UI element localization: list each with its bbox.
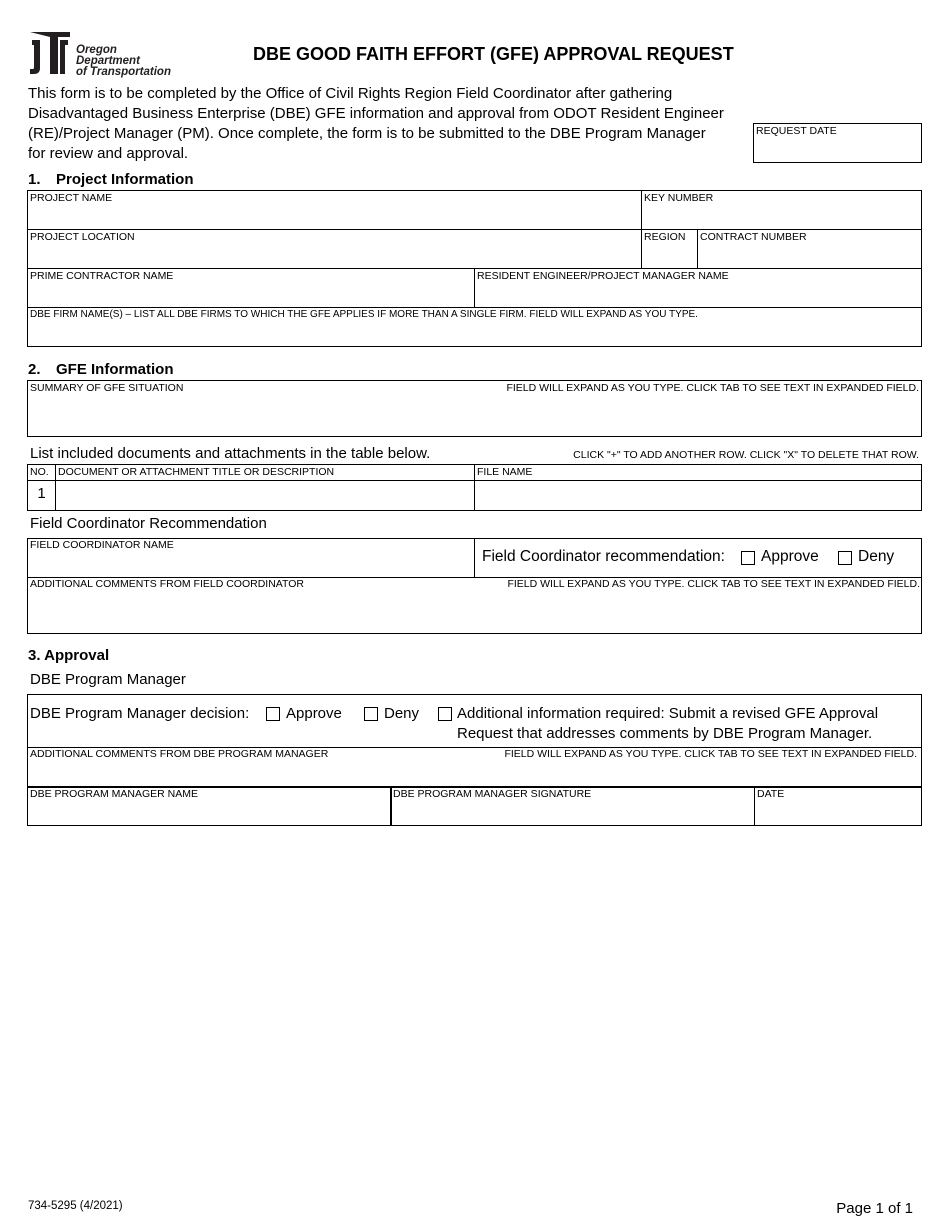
- logo-line-2: Department: [76, 55, 140, 67]
- project-location-label: PROJECT LOCATION: [30, 231, 135, 243]
- pm-name-label: DBE PROGRAM MANAGER NAME: [30, 788, 199, 800]
- pm-decision-label: DBE Program Manager decision:: [30, 705, 250, 722]
- section-1-number: 1.: [28, 171, 41, 188]
- fc-deny-checkbox[interactable]: [838, 551, 852, 565]
- resident-engineer-label: RESIDENT ENGINEER/PROJECT MANAGER NAME: [477, 270, 729, 282]
- intro-line: for review and approval.: [28, 145, 189, 162]
- request-date-label: REQUEST DATE: [756, 125, 837, 137]
- fc-title: Field Coordinator Recommendation: [30, 515, 267, 532]
- section-3-sub: DBE Program Manager: [30, 671, 186, 688]
- pm-date-label: DATE: [757, 788, 785, 800]
- section-2-heading: GFE Information: [56, 361, 174, 378]
- file-name-input[interactable]: [475, 481, 921, 510]
- dbe-firms-field[interactable]: [28, 308, 921, 346]
- pm-additional-info-line-2: Request that addresses comments by DBE Program Manager.: [457, 725, 873, 742]
- document-title-input[interactable]: [56, 481, 474, 510]
- page-title: DBE GOOD FAITH EFFORT (GFE) APPROVAL REQUEST: [253, 44, 734, 64]
- table-header-title: DOCUMENT OR ATTACHMENT TITLE OR DESCRIPTION: [58, 466, 335, 478]
- intro-line: Disadvantaged Business Enterprise (DBE) GFE information and approval from ODOT Resident Engineer: [28, 105, 724, 122]
- table-row: [28, 481, 921, 510]
- fc-approve-checkbox[interactable]: [741, 551, 755, 565]
- contract-number-label: CONTRACT NUMBER: [700, 231, 807, 243]
- pm-comments-label: ADDITIONAL COMMENTS FROM DBE PROGRAM MANAGER: [30, 748, 329, 760]
- logo-line-3: of Transportation: [76, 66, 171, 78]
- documents-title: List included documents and attachments in the table below.: [30, 445, 431, 462]
- prime-contractor-label: PRIME CONTRACTOR NAME: [30, 270, 174, 282]
- prime-contractor-field[interactable]: [28, 269, 473, 306]
- fc-name-label: FIELD COORDINATOR NAME: [30, 539, 174, 551]
- region-field[interactable]: [642, 230, 696, 267]
- pm-date-field[interactable]: [755, 788, 921, 825]
- odot-logo-icon: [28, 28, 72, 78]
- fc-approve-label: Approve: [761, 548, 819, 565]
- table-header-no: NO.: [30, 466, 49, 478]
- gfe-summary-field[interactable]: [27, 380, 922, 437]
- intro-line: This form is to be completed by the Office of Civil Rights Region Field Coordinator after gathering: [28, 85, 673, 102]
- fc-recommendation-label: Field Coordinator recommendation:: [482, 548, 725, 565]
- pm-deny-checkbox[interactable]: [364, 707, 378, 721]
- project-name-field[interactable]: [28, 191, 640, 228]
- form-number: 734-5295 (4/2021): [28, 1200, 123, 1212]
- pm-additional-info-checkbox[interactable]: [438, 707, 452, 721]
- fc-name-field[interactable]: [28, 539, 473, 576]
- request-date-field[interactable]: [753, 123, 922, 163]
- dbe-firms-label: DBE FIRM NAME(S) – LIST ALL DBE FIRMS TO WHICH THE GFE APPLIES IF MORE THAN A SINGLE FIRM. FIELD WILL EXPAND AS YOU TYPE.: [30, 309, 698, 320]
- page-number: Page 1 of 1: [836, 1200, 913, 1217]
- pm-additional-info-line-1: Additional information required: Submit a revised GFE Approval: [457, 705, 879, 722]
- table-header-file: FILE NAME: [477, 466, 533, 478]
- key-number-label: KEY NUMBER: [644, 192, 714, 204]
- logo-line-1: Oregon: [76, 44, 117, 56]
- expand-note: FIELD WILL EXPAND AS YOU TYPE. CLICK TAB TO SEE TEXT IN EXPANDED FIELD.: [506, 382, 919, 394]
- documents-note: CLICK "+" TO ADD ANOTHER ROW. CLICK "X" TO DELETE THAT ROW.: [573, 449, 919, 461]
- gfe-summary-label: SUMMARY OF GFE SITUATION: [30, 382, 184, 394]
- row-number: 1: [37, 485, 46, 502]
- pm-approve-label: Approve: [286, 705, 342, 722]
- pm-deny-label: Deny: [384, 705, 420, 722]
- pm-expand-note: FIELD WILL EXPAND AS YOU TYPE. CLICK TAB TO SEE TEXT IN EXPANDED FIELD.: [504, 748, 917, 760]
- intro-line: (RE)/Project Manager (PM). Once complete, the form is to be submitted to the DBE Program Manager: [28, 125, 706, 142]
- region-label: REGION: [644, 231, 686, 243]
- intro-text: [28, 84, 724, 164]
- section-3-heading: 3. Approval: [28, 647, 110, 664]
- contract-number-field[interactable]: [698, 230, 921, 267]
- section-2-number: 2.: [28, 361, 41, 378]
- resident-engineer-field[interactable]: [475, 269, 921, 306]
- fc-comments-label: ADDITIONAL COMMENTS FROM FIELD COORDINATOR: [30, 578, 304, 590]
- fc-expand-note: FIELD WILL EXPAND AS YOU TYPE. CLICK TAB TO SEE TEXT IN EXPANDED FIELD.: [507, 578, 920, 590]
- odot-logo: [28, 28, 193, 80]
- key-number-field[interactable]: [642, 191, 921, 228]
- pm-signature-label: DBE PROGRAM MANAGER SIGNATURE: [393, 788, 592, 800]
- pm-comments-field[interactable]: [28, 748, 921, 785]
- fc-deny-label: Deny: [858, 548, 895, 565]
- fc-comments-field[interactable]: [28, 578, 921, 633]
- pm-name-field[interactable]: [28, 788, 389, 825]
- pm-signature-field[interactable]: [392, 788, 753, 825]
- project-location-field[interactable]: [28, 230, 640, 267]
- pm-approve-checkbox[interactable]: [266, 707, 280, 721]
- section-1-heading: Project Information: [56, 171, 194, 188]
- project-name-label: PROJECT NAME: [30, 192, 113, 204]
